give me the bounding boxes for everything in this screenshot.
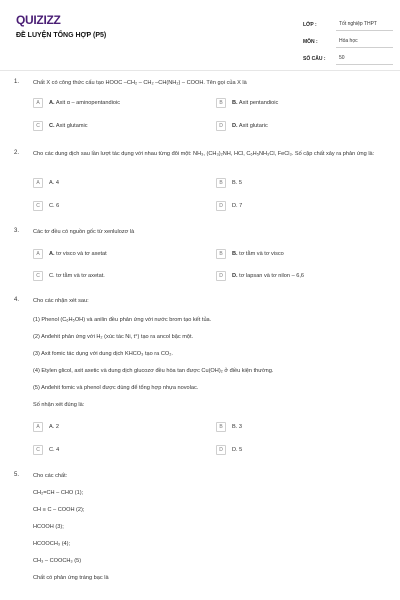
statement: (5) Anđehit fomic và phenol được dùng để tổng hợp nhựa novolac. bbox=[33, 385, 199, 391]
meta-row-subject bbox=[303, 31, 393, 48]
question-text: Cho các nhận xét sau: bbox=[33, 298, 89, 304]
option-letter: B bbox=[216, 249, 226, 259]
meta-value: Tốt nghiệp THPT bbox=[336, 21, 393, 31]
option-letter: C bbox=[33, 201, 43, 211]
question-text: Cho các dung dịch sau lần lượt tác dụng với nhau từng đôi một: NH₃, (CH₃)₂NH, HCl, C₆H₅NH₃Cl, FeCl₃. Số cặp chất xảy ra phản ứng là: bbox=[33, 151, 375, 157]
statement: (1) Phenol (C₆H₅OH) và anilin đều phản ứng với nước brom tạo kết tủa. bbox=[33, 317, 212, 323]
statement: CH₃ – COOCH₃ (5) bbox=[33, 558, 82, 564]
statement: HCOOCH₃ (4); bbox=[33, 541, 71, 547]
meta-row-count bbox=[303, 48, 393, 65]
meta-label: MÔN : bbox=[303, 39, 318, 45]
question-number: 5. bbox=[14, 472, 20, 478]
question-text: Chất X có công thức cấu tạo HOOC –CH₂ – CH₂ –CH(NH₂) – COOH. Tên gọi của X là bbox=[33, 80, 247, 86]
question-number: 2. bbox=[14, 150, 20, 156]
option-a[interactable]: A A. tơ visco và tơ axetat bbox=[33, 249, 107, 259]
question-text: Các tơ đều có nguồn gốc từ xenlulozơ là bbox=[33, 229, 135, 235]
option-letter: A bbox=[33, 178, 43, 188]
option-letter: C bbox=[33, 121, 43, 131]
meta-label: LỚP : bbox=[303, 22, 317, 28]
option-letter: C bbox=[33, 445, 43, 455]
meta-info bbox=[303, 14, 393, 65]
option-a[interactable]: A A. Axit α – aminopentandioic bbox=[33, 98, 120, 108]
statement: (3) Axit fomic tác dụng với dung dịch KHCO₃ tạo ra CO₂. bbox=[33, 351, 173, 357]
meta-row-class bbox=[303, 14, 393, 31]
statement: CH ≡ C – COOH (2); bbox=[33, 507, 85, 513]
option-letter: A bbox=[33, 422, 43, 432]
option-d[interactable]: D D. Axit glutaric bbox=[216, 121, 268, 131]
option-c[interactable]: C C. Axit glutamic bbox=[33, 121, 88, 131]
option-a[interactable]: A A. 2 bbox=[33, 422, 59, 432]
option-c[interactable]: C C. tơ tằm và tơ axetat. bbox=[33, 271, 105, 281]
quizizz-logo: QUIZIZZ bbox=[16, 13, 61, 27]
option-b[interactable]: B B. 5 bbox=[216, 178, 242, 188]
option-c[interactable]: C C. 4 bbox=[33, 445, 59, 455]
option-letter: C bbox=[33, 271, 43, 281]
option-letter: D bbox=[216, 201, 226, 211]
statement: (2) Anđehit phản ứng với H₂ (xúc tác Ni, t°) tạo ra ancol bậc một. bbox=[33, 334, 194, 340]
statement: Số nhận xét đúng là: bbox=[33, 402, 85, 408]
option-b[interactable]: B B. tơ tằm và tơ visco bbox=[216, 249, 284, 259]
question-number: 4. bbox=[14, 297, 20, 303]
document-header bbox=[0, 0, 400, 68]
option-letter: B bbox=[216, 422, 226, 432]
meta-value: 50 bbox=[336, 55, 393, 65]
question-text: Cho các chất: bbox=[33, 473, 68, 479]
meta-value: Hóa học bbox=[336, 38, 393, 48]
question-number: 1. bbox=[14, 79, 20, 85]
option-letter: D bbox=[216, 271, 226, 281]
statement: (4) Etylen glicol, axit axetic và dung dịch glucozơ đều hòa tan được Cu(OH)₂ ở điều kiện thường. bbox=[33, 368, 274, 374]
option-d[interactable]: D D. 7 bbox=[216, 201, 242, 211]
option-b[interactable]: B B. 3 bbox=[216, 422, 242, 432]
option-c[interactable]: C C. 6 bbox=[33, 201, 59, 211]
option-a[interactable]: A A. 4 bbox=[33, 178, 59, 188]
question-number: 3. bbox=[14, 228, 20, 234]
page-title: ĐỀ LUYỆN TỔNG HỢP (P5) bbox=[16, 32, 107, 39]
statement: Chất có phản ứng tráng bạc là bbox=[33, 575, 109, 581]
option-letter: A bbox=[33, 98, 43, 108]
header-divider bbox=[0, 70, 400, 71]
meta-label: SỐ CÂU : bbox=[303, 56, 326, 62]
option-letter: D bbox=[216, 445, 226, 455]
option-d[interactable]: D D. tơ lapsan và tơ nilon – 6,6 bbox=[216, 271, 304, 281]
option-d[interactable]: D D. 5 bbox=[216, 445, 242, 455]
statement: CH₂=CH – CHO (1); bbox=[33, 490, 84, 496]
statement: HCOOH (3); bbox=[33, 524, 64, 530]
option-letter: A bbox=[33, 249, 43, 259]
option-letter: B bbox=[216, 178, 226, 188]
option-b[interactable]: B B. Axit pentandioic bbox=[216, 98, 278, 108]
option-letter: B bbox=[216, 98, 226, 108]
option-letter: D bbox=[216, 121, 226, 131]
